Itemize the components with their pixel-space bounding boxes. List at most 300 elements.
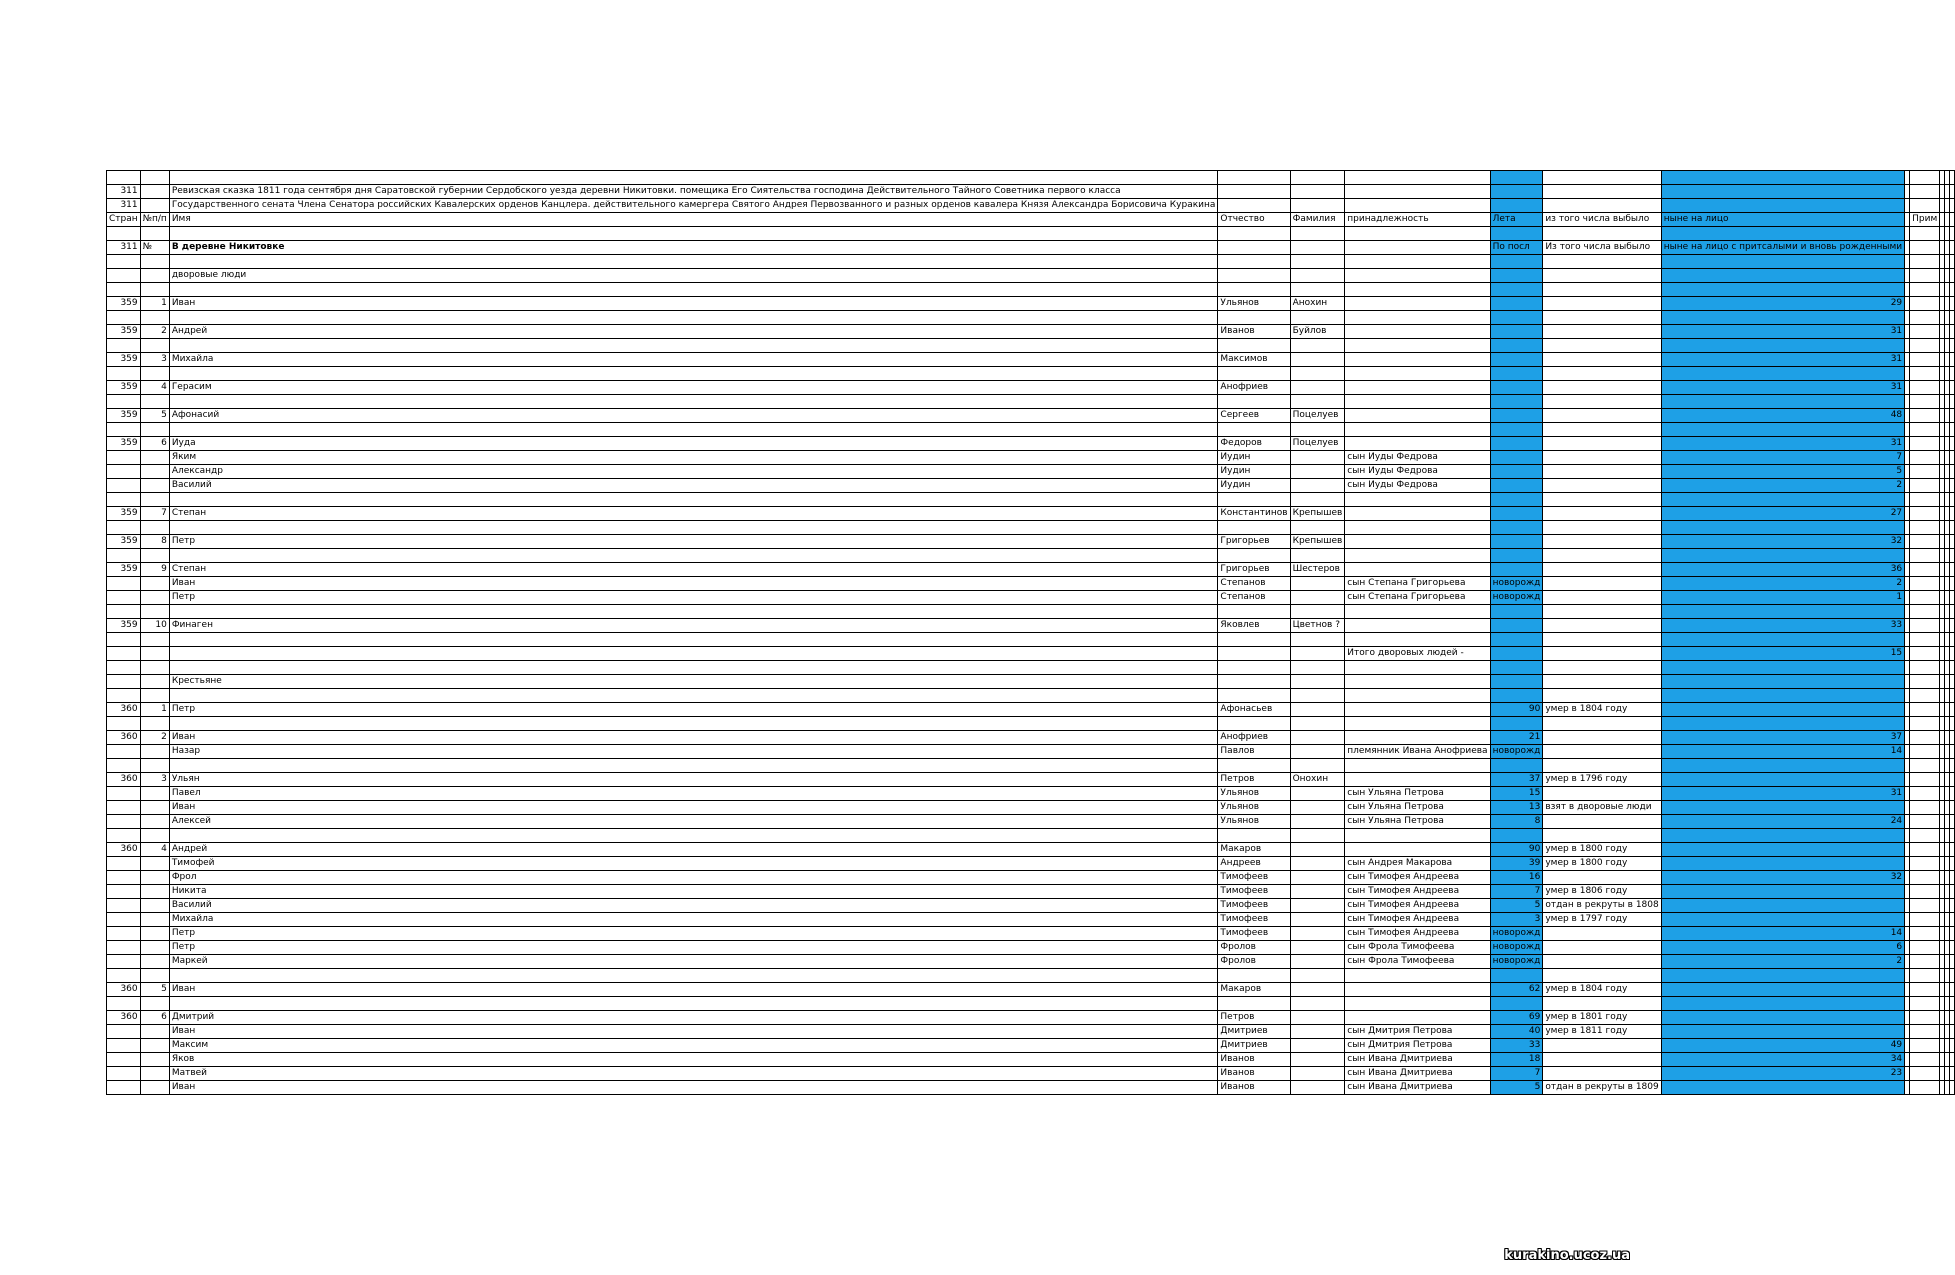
cell-first-name: Иван [169,297,1218,311]
cell-age: 15 [1490,787,1543,801]
cell-present: 6 [1661,941,1904,955]
cell-extra-4 [1950,297,1955,311]
cell-page [107,1081,141,1095]
empty-row [107,367,1955,381]
cell-extra-4 [1950,871,1955,885]
cell-departed [1543,535,1661,549]
cell-relation [1345,423,1490,437]
cell-note [1910,647,1940,661]
cell-departed [1543,283,1661,297]
cell-page [107,787,141,801]
cell-surname [1290,353,1345,367]
cell-note [1910,675,1940,689]
table-row [107,787,1955,801]
cell-departed: умер в 1811 году [1543,1025,1661,1039]
cell-age [1490,199,1543,213]
cell-page [107,591,141,605]
cell-extra-4 [1950,185,1955,199]
table-row [107,437,1955,451]
cell-page: 359 [107,381,141,395]
cell-number [140,339,169,353]
cell-number [140,759,169,773]
cell-extra-4 [1950,465,1955,479]
cell-page [107,395,141,409]
cell-relation [1345,1011,1490,1025]
cell-number [140,801,169,815]
empty-row [107,969,1955,983]
cell-note: Прим [1910,213,1940,227]
cell-patronymic [1218,521,1290,535]
cell-relation [1345,199,1490,213]
cell-note [1910,325,1940,339]
cell-surname [1290,829,1345,843]
cell-age: 90 [1490,703,1543,717]
cell-present [1661,423,1904,437]
cell-first-name: дворовые люди [169,269,1218,283]
cell-relation [1345,983,1490,997]
cell-surname [1290,745,1345,759]
cell-first-name: Михайла [169,353,1218,367]
cell-relation: сын Ульяна Петрова [1345,815,1490,829]
cell-departed [1543,465,1661,479]
cell-extra-4 [1950,703,1955,717]
cell-departed [1543,437,1661,451]
cell-present [1661,311,1904,325]
cell-age [1490,353,1543,367]
cell-first-name: Яким [169,451,1218,465]
cell-departed [1543,451,1661,465]
cell-departed [1543,409,1661,423]
cell-extra-4 [1950,689,1955,703]
cell-page: 359 [107,325,141,339]
cell-number: 3 [140,773,169,787]
cell-departed [1543,521,1661,535]
cell-surname [1290,1011,1345,1025]
cell-age [1490,171,1543,185]
cell-extra-4 [1950,745,1955,759]
cell-age [1490,549,1543,563]
cell-first-name [169,969,1218,983]
cell-number [140,227,169,241]
cell-departed [1543,815,1661,829]
cell-age [1490,619,1543,633]
cell-first-name: Петр [169,927,1218,941]
cell-present: 33 [1661,619,1904,633]
table-row [107,1025,1955,1039]
table-row [107,731,1955,745]
cell-patronymic: Тимофеев [1218,899,1290,913]
cell-present [1661,367,1904,381]
cell-extra-4 [1950,171,1955,185]
cell-patronymic [1218,423,1290,437]
cell-departed [1543,941,1661,955]
cell-departed [1543,731,1661,745]
cell-note [1910,955,1940,969]
cell-note [1910,353,1940,367]
cell-age [1490,227,1543,241]
cell-page [107,675,141,689]
cell-page [107,829,141,843]
cell-first-name: Андрей [169,843,1218,857]
table-row [107,507,1955,521]
cell-patronymic: Ульянов [1218,801,1290,815]
cell-page [107,479,141,493]
cell-patronymic [1218,255,1290,269]
cell-page [107,899,141,913]
cell-departed [1543,577,1661,591]
cell-extra-4 [1950,549,1955,563]
cell-relation [1345,353,1490,367]
cell-patronymic [1218,311,1290,325]
cell-page: 360 [107,773,141,787]
cell-age: новорожд [1490,745,1543,759]
cell-present [1661,283,1904,297]
cell-note [1910,409,1940,423]
cell-first-name [169,367,1218,381]
cell-first-name: Никита [169,885,1218,899]
cell-age [1490,255,1543,269]
cell-extra-4 [1950,269,1955,283]
cell-age: новорожд [1490,941,1543,955]
cell-extra-4 [1950,353,1955,367]
cell-page [107,269,141,283]
cell-departed [1543,255,1661,269]
cell-note [1910,661,1940,675]
cell-patronymic: Тимофеев [1218,913,1290,927]
cell-number: 3 [140,353,169,367]
cell-extra-4 [1950,381,1955,395]
cell-patronymic: Тимофеев [1218,885,1290,899]
cell-note [1910,311,1940,325]
cell-page [107,745,141,759]
cell-note [1910,493,1940,507]
cell-relation: сын Иуды Федрова [1345,465,1490,479]
cell-present: 31 [1661,787,1904,801]
cell-note [1910,885,1940,899]
cell-relation [1345,311,1490,325]
cell-patronymic: Федоров [1218,437,1290,451]
cell-note [1910,619,1940,633]
cell-page [107,367,141,381]
cell-extra-4 [1950,815,1955,829]
table-row [107,199,1955,213]
cell-surname [1290,899,1345,913]
empty-row [107,493,1955,507]
cell-departed [1543,297,1661,311]
cell-present: 32 [1661,871,1904,885]
cell-departed [1543,563,1661,577]
cell-present: 31 [1661,325,1904,339]
cell-surname [1290,703,1345,717]
cell-departed [1543,1067,1661,1081]
cell-page [107,969,141,983]
cell-extra-4 [1950,717,1955,731]
cell-note [1910,1039,1940,1053]
cell-age [1490,185,1543,199]
cell-extra-4 [1950,955,1955,969]
cell-number [140,927,169,941]
cell-age [1490,717,1543,731]
cell-age: 16 [1490,871,1543,885]
cell-departed [1543,689,1661,703]
cell-note [1910,969,1940,983]
cell-patronymic [1218,185,1290,199]
cell-departed [1543,507,1661,521]
cell-page [107,1067,141,1081]
cell-age: 33 [1490,1039,1543,1053]
cell-extra-4 [1950,941,1955,955]
cell-age [1490,297,1543,311]
cell-page [107,255,141,269]
cell-surname [1290,1081,1345,1095]
cell-extra-4 [1950,1025,1955,1039]
cell-present [1661,703,1904,717]
cell-number: 2 [140,731,169,745]
table-row [107,983,1955,997]
cell-departed [1543,829,1661,843]
cell-first-name: Павел [169,787,1218,801]
cell-age [1490,423,1543,437]
cell-extra-4 [1950,325,1955,339]
table-row [107,325,1955,339]
cell-first-name: Герасим [169,381,1218,395]
cell-number: 4 [140,381,169,395]
cell-note [1910,759,1940,773]
cell-present [1661,885,1904,899]
cell-present: 36 [1661,563,1904,577]
cell-surname [1290,787,1345,801]
cell-present: 37 [1661,731,1904,745]
cell-note [1910,843,1940,857]
cell-age [1490,605,1543,619]
cell-age [1490,283,1543,297]
cell-patronymic: Максимов [1218,353,1290,367]
cell-relation [1345,297,1490,311]
table-row [107,563,1955,577]
cell-relation: сын Ульяна Петрова [1345,801,1490,815]
cell-present: 2 [1661,479,1904,493]
cell-extra-4 [1950,857,1955,871]
cell-first-name: Афонасий [169,409,1218,423]
cell-note [1910,899,1940,913]
cell-number: 6 [140,1011,169,1025]
cell-extra-4 [1950,241,1955,255]
cell-surname [1290,815,1345,829]
cell-patronymic [1218,969,1290,983]
cell-note [1910,605,1940,619]
table-row [107,843,1955,857]
cell-departed: умер в 1801 году [1543,1011,1661,1025]
cell-departed: умер в 1806 году [1543,885,1661,899]
cell-present: 29 [1661,297,1904,311]
cell-age: 3 [1490,913,1543,927]
cell-extra-4 [1950,759,1955,773]
empty-row [107,227,1955,241]
cell-page: 311 [107,199,141,213]
cell-present [1661,801,1904,815]
cell-extra-4 [1950,199,1955,213]
cell-extra-4 [1950,899,1955,913]
cell-age: 5 [1490,899,1543,913]
cell-present [1661,171,1904,185]
cell-first-name [169,283,1218,297]
cell-first-name [169,311,1218,325]
cell-first-name [169,339,1218,353]
cell-extra-4 [1950,577,1955,591]
cell-note [1910,927,1940,941]
cell-present [1661,717,1904,731]
cell-number [140,1081,169,1095]
cell-present [1661,857,1904,871]
cell-page [107,955,141,969]
cell-extra-4 [1950,409,1955,423]
cell-page [107,857,141,871]
cell-first-name: Тимофей [169,857,1218,871]
cell-surname [1290,605,1345,619]
cell-page [107,549,141,563]
cell-note [1910,871,1940,885]
cell-present [1661,997,1904,1011]
cell-departed: умер в 1800 году [1543,843,1661,857]
cell-number [140,787,169,801]
cell-note [1910,997,1940,1011]
cell-age [1490,409,1543,423]
empty-row [107,423,1955,437]
cell-first-name [169,829,1218,843]
cell-relation: сын Дмитрия Петрова [1345,1025,1490,1039]
cell-relation [1345,689,1490,703]
cell-surname [1290,647,1345,661]
cell-surname [1290,633,1345,647]
cell-departed [1543,871,1661,885]
cell-number [140,717,169,731]
cell-relation [1345,829,1490,843]
cell-number [140,493,169,507]
cell-extra-4 [1950,437,1955,451]
cell-note [1910,241,1940,255]
cell-present [1661,255,1904,269]
cell-first-name [169,255,1218,269]
cell-note [1910,801,1940,815]
cell-age [1490,437,1543,451]
cell-first-name: Петр [169,941,1218,955]
cell-first-name [169,549,1218,563]
cell-number [140,857,169,871]
cell-surname [1290,689,1345,703]
cell-number [140,1053,169,1067]
table-row [107,927,1955,941]
table-row [107,185,1955,199]
cell-number [140,283,169,297]
empty-row [107,689,1955,703]
cell-departed [1543,661,1661,675]
cell-relation [1345,969,1490,983]
cell-number [140,661,169,675]
cell-age [1490,451,1543,465]
cell-age [1490,997,1543,1011]
table-row [107,955,1955,969]
empty-row [107,549,1955,563]
cell-relation [1345,171,1490,185]
cell-departed [1543,997,1661,1011]
cell-note [1910,381,1940,395]
cell-present: 14 [1661,745,1904,759]
cell-page [107,871,141,885]
cell-departed: Из того числа выбыло [1543,241,1661,255]
cell-page [107,759,141,773]
cell-relation: сын Ульяна Петрова [1345,787,1490,801]
cell-age: 37 [1490,773,1543,787]
cell-surname [1290,801,1345,815]
cell-patronymic: Ульянов [1218,815,1290,829]
cell-number [140,521,169,535]
table-row [107,815,1955,829]
cell-relation: Итого дворовых людей - [1345,647,1490,661]
cell-surname [1290,451,1345,465]
cell-surname: Поцелуев [1290,409,1345,423]
cell-departed [1543,423,1661,437]
cell-present [1661,661,1904,675]
cell-departed [1543,171,1661,185]
cell-age: 7 [1490,885,1543,899]
cell-relation [1345,731,1490,745]
cell-present: 14 [1661,927,1904,941]
cell-note [1910,787,1940,801]
cell-present [1661,269,1904,283]
table-row [107,269,1955,283]
cell-first-name: Финаген [169,619,1218,633]
cell-age [1490,269,1543,283]
cell-present [1661,773,1904,787]
cell-patronymic [1218,633,1290,647]
cell-age: новорожд [1490,591,1543,605]
cell-surname: Фамилия [1290,213,1345,227]
cell-first-name: Государственного сената Члена Сенатора российских Кавалерских орденов Канцлера. действительного камергера Святого Андрея Первозванного и разных орденов кавалера Князя Александра Борисовича Куракина [169,199,1218,213]
cell-surname [1290,493,1345,507]
table-row [107,297,1955,311]
table-row [107,619,1955,633]
cell-patronymic: Яковлев [1218,619,1290,633]
cell-extra-4 [1950,1011,1955,1025]
table-row [107,451,1955,465]
cell-relation: сын Дмитрия Петрова [1345,1039,1490,1053]
cell-age [1490,325,1543,339]
cell-patronymic: Дмитриев [1218,1039,1290,1053]
cell-age [1490,395,1543,409]
cell-departed [1543,927,1661,941]
cell-extra-4 [1950,605,1955,619]
cell-first-name: Иван [169,1081,1218,1095]
cell-surname [1290,1039,1345,1053]
cell-age [1490,339,1543,353]
watermark: kurakino.ucoz.ua [1504,1248,1630,1263]
cell-relation [1345,339,1490,353]
cell-departed [1543,227,1661,241]
cell-surname [1290,549,1345,563]
cell-first-name: Петр [169,703,1218,717]
table-row [107,353,1955,367]
cell-patronymic [1218,493,1290,507]
empty-row [107,633,1955,647]
cell-departed: взят в дворовые люди [1543,801,1661,815]
cell-present: 31 [1661,437,1904,451]
cell-patronymic [1218,395,1290,409]
cell-present: ныне на лицо с притсалыми и вновь рожденными [1661,241,1904,255]
cell-page: 359 [107,437,141,451]
cell-relation: сын Фрола Тимофеева [1345,941,1490,955]
cell-surname: Онохин [1290,773,1345,787]
cell-patronymic: Иванов [1218,1067,1290,1081]
